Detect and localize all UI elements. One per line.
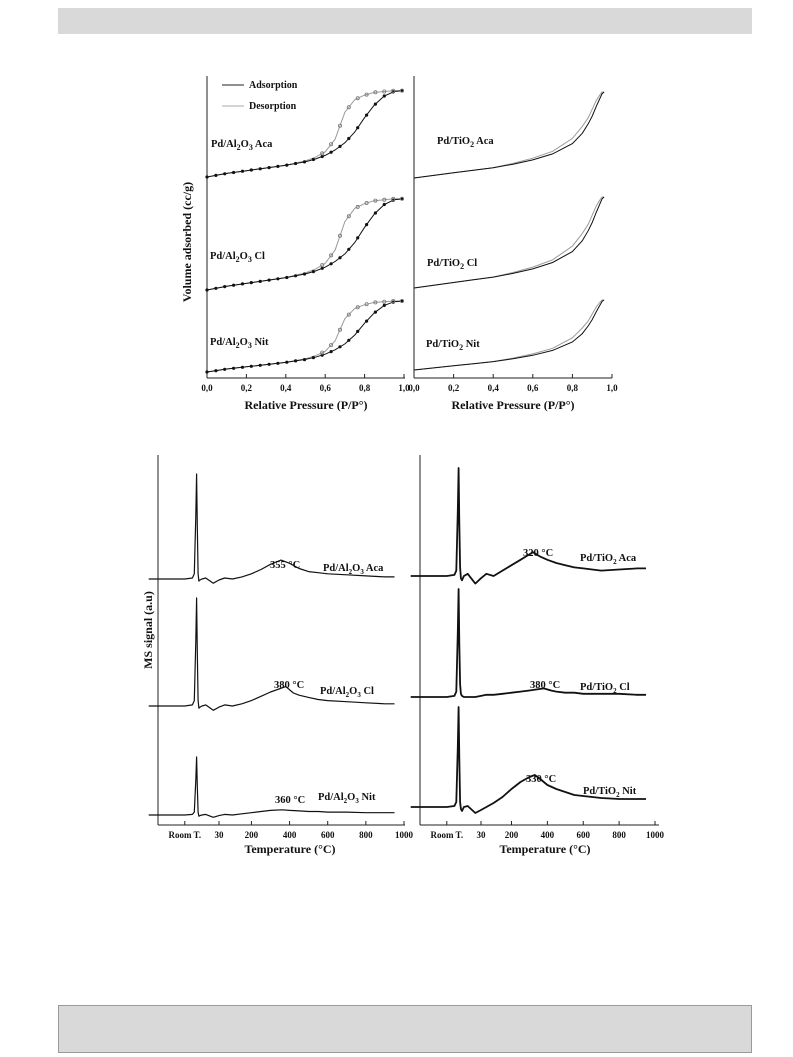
adsorption-point xyxy=(312,158,315,161)
adsorption-point xyxy=(294,274,297,277)
x-tick-label: Room T. xyxy=(430,830,464,840)
x-tick-label: 800 xyxy=(612,830,626,840)
tpd-label-pd-tio2-nit: Pd/TiO$_2$ Nit xyxy=(583,786,637,799)
tpd-label-pd-al2o3-cl: $Pd/Al_2O_3$ Cl xyxy=(320,686,374,699)
adsorption-point xyxy=(330,350,333,353)
tpd-line-pd-al2o3-nit xyxy=(149,757,395,817)
adsorption-point xyxy=(365,320,368,323)
tpd-y-title: MS signal (a.u) xyxy=(141,591,155,669)
isotherm-right-frame xyxy=(414,76,612,378)
x-tick-label: 0,2 xyxy=(447,383,460,393)
adsorption-point xyxy=(241,170,244,173)
adsorption-point xyxy=(383,94,386,97)
x-tick-label: 200 xyxy=(244,830,259,840)
adsorption-point xyxy=(205,288,208,291)
adsorption-point xyxy=(294,162,297,165)
adsorption-point xyxy=(294,359,297,362)
x-tick-label: 400 xyxy=(540,830,555,840)
adsorption-point xyxy=(338,145,341,148)
tpd-left-frame xyxy=(158,455,405,825)
isotherm-right-x-ticks xyxy=(408,374,618,393)
isotherm-y-title: Volume adsorbed (cc/g) xyxy=(180,181,194,303)
adsorption-point xyxy=(338,345,341,348)
adsorption-point xyxy=(214,369,217,372)
adsorption-point xyxy=(347,248,350,251)
peak-label-al2o3-cl: 380 °C xyxy=(274,680,305,691)
adsorption-point xyxy=(285,276,288,279)
adsorption-point xyxy=(374,211,377,214)
curve-label-pd-al2o3-nit: $Pd/Al_2O_3$ Nit xyxy=(210,337,269,350)
tpd-left-x-ticks xyxy=(168,821,413,840)
adsorption-point xyxy=(347,137,350,140)
adsorption-point xyxy=(303,272,306,275)
adsorption-point xyxy=(214,287,217,290)
x-tick-label: 400 xyxy=(282,830,297,840)
adsorption-point xyxy=(312,356,315,359)
adsorption-point xyxy=(338,256,341,259)
x-tick-label: 1,0 xyxy=(398,383,410,393)
peak-label-tio2-nit: 330 °C xyxy=(526,774,557,785)
footer-box xyxy=(58,1005,752,1053)
curve-label-pd-tio2-aca: Pd/TiO$_2$ Aca xyxy=(437,136,494,149)
adsorption-point xyxy=(214,174,217,177)
adsorption-point xyxy=(321,267,324,270)
tpd-line-pd-tio2-cl xyxy=(411,589,646,697)
adsorption-point xyxy=(205,370,208,373)
x-tick-label: 0,8 xyxy=(358,383,371,393)
adsorption-point xyxy=(205,175,208,178)
isotherm-right-curves xyxy=(414,92,604,370)
adsorption-point xyxy=(330,262,333,265)
isotherm-left-frame xyxy=(207,76,405,378)
x-tick-label: 1000 xyxy=(646,830,664,840)
adsorption-point xyxy=(374,103,377,106)
peak-label-al2o3-aca: 355 °C xyxy=(270,560,301,571)
peak-label-al2o3-nit: 360 °C xyxy=(275,795,306,806)
curve-label-pd-al2o3-aca: $Pd/Al_2O_3$ Aca xyxy=(211,139,273,152)
adsorption-point xyxy=(232,284,235,287)
adsorption-point xyxy=(241,366,244,369)
tpd-right-x-ticks xyxy=(430,821,664,840)
tpd-right-frame xyxy=(420,455,659,825)
adsorption-point xyxy=(356,236,359,239)
adsorption-point xyxy=(250,281,253,284)
adsorption-point xyxy=(259,364,262,367)
adsorption-point xyxy=(223,172,226,175)
adsorption-point xyxy=(285,164,288,167)
x-tick-label: 600 xyxy=(576,830,590,840)
tpd-label-pd-tio2-cl: Pd/TiO$_2$ Cl xyxy=(580,682,630,695)
tpd-line-pd-tio2-nit xyxy=(411,707,646,813)
x-tick-label: 0,6 xyxy=(319,383,331,393)
adsorption-point xyxy=(241,282,244,285)
tpd-left-x-title: Temperature (°C) xyxy=(244,842,336,856)
adsorption-point xyxy=(232,367,235,370)
adsorption-point xyxy=(383,203,386,206)
tpd-right-x-title: Temperature (°C) xyxy=(499,842,591,856)
peak-label-tio2-aca: 320 °C xyxy=(523,548,554,559)
adsorption-point xyxy=(383,304,386,307)
legend-desorption-label: Desorption xyxy=(249,101,297,112)
adsorption-point xyxy=(374,311,377,314)
x-tick-label: 0,4 xyxy=(487,383,499,393)
adsorption-point xyxy=(285,361,288,364)
adsorption-point xyxy=(259,280,262,283)
curve-label-pd-tio2-cl: Pd/TiO$_2$ Cl xyxy=(427,258,478,271)
x-tick-label: 600 xyxy=(320,830,335,840)
adsorption-point xyxy=(268,363,271,366)
adsorption-point xyxy=(250,168,253,171)
tpd-label-pd-al2o3-aca: $Pd/Al_2O_3$ Aca xyxy=(323,563,384,576)
adsorption-point xyxy=(312,270,315,273)
x-tick-label: 800 xyxy=(359,830,373,840)
tpd-label-pd-tio2-aca: Pd/TiO$_2$ Aca xyxy=(580,553,637,566)
x-tick-label: 0,0 xyxy=(408,383,420,393)
adsorption-point xyxy=(303,358,306,361)
tpd-left-curves xyxy=(149,474,395,817)
peak-label-tio2-cl: 380 °C xyxy=(530,680,561,691)
adsorption-point xyxy=(223,368,226,371)
x-tick-label: 30 xyxy=(476,830,486,840)
isotherm-legend xyxy=(222,80,298,112)
x-tick-label: 30 xyxy=(214,830,224,840)
adsorption-point xyxy=(223,285,226,288)
x-tick-label: 0,8 xyxy=(566,383,579,393)
adsorption-point xyxy=(356,126,359,129)
x-tick-label: 0,2 xyxy=(240,383,253,393)
x-tick-label: 0,6 xyxy=(527,383,539,393)
x-tick-label: 0,4 xyxy=(280,383,292,393)
adsorption-point xyxy=(232,171,235,174)
x-tick-label: 1,0 xyxy=(606,383,618,393)
adsorption-point xyxy=(276,277,279,280)
adsorption-point xyxy=(259,167,262,170)
x-tick-label: 0,0 xyxy=(201,383,213,393)
isotherm-left-x-ticks xyxy=(201,374,410,393)
adsorption-point xyxy=(268,279,271,282)
curve-label-pd-al2o3-cl: $Pd/Al_2O_3$ Cl xyxy=(210,251,265,264)
adsorption-point xyxy=(276,165,279,168)
tpd-right-curves xyxy=(411,468,646,813)
adsorption-point xyxy=(347,339,350,342)
adsorption-point xyxy=(276,362,279,365)
x-tick-label: 1000 xyxy=(395,830,413,840)
adsorption-point xyxy=(365,114,368,117)
adsorption-point xyxy=(268,166,271,169)
adsorption-point xyxy=(330,151,333,154)
x-tick-label: Room T. xyxy=(168,830,202,840)
isotherm-left-x-title: Relative Pressure (P/P°) xyxy=(244,398,368,412)
adsorption-point xyxy=(250,365,253,368)
adsorption-point xyxy=(303,160,306,163)
adsorption-point xyxy=(356,330,359,333)
isotherm-right-x-title: Relative Pressure (P/P°) xyxy=(451,398,575,412)
legend-adsorption-label: Adsorption xyxy=(249,80,298,91)
isotherm-left-curves xyxy=(205,89,404,374)
tpd-label-pd-al2o3-nit: $Pd/Al_2O_3$ Nit xyxy=(318,792,376,805)
x-tick-label: 200 xyxy=(504,830,519,840)
curve-label-pd-tio2-nit: Pd/TiO$_2$ Nit xyxy=(426,339,480,352)
adsorption-point xyxy=(365,223,368,226)
tpd-line-pd-tio2-aca xyxy=(411,468,646,584)
